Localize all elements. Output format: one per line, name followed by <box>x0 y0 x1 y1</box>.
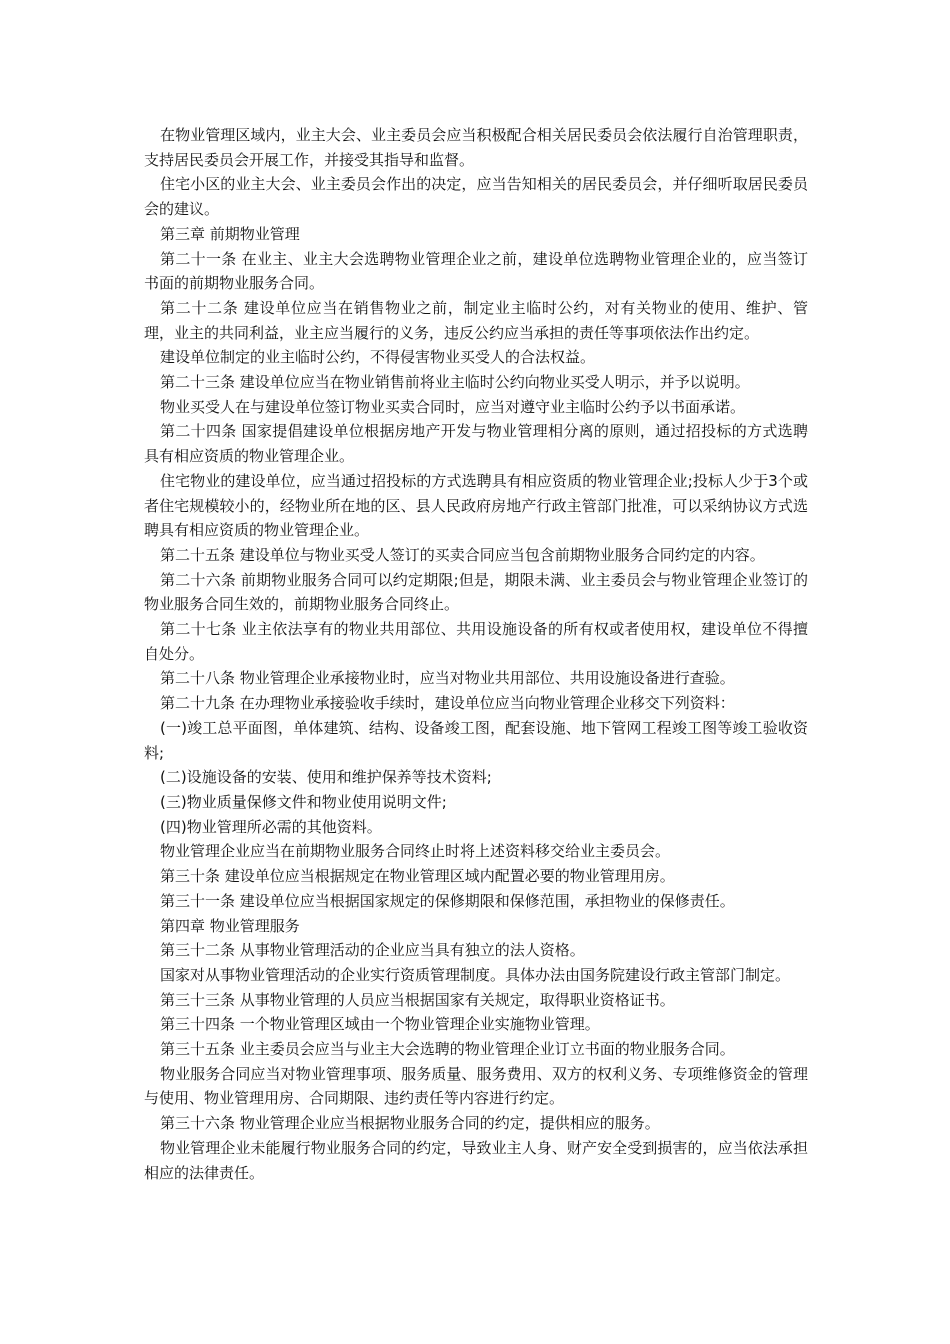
paragraph: 住宅小区的业主大会、业主委员会作出的决定，应当告知相关的居民委员会，并仔细听取居民委员会的建议。 <box>144 175 808 219</box>
chapter-heading: 第四章 物业管理服务 <box>160 916 300 935</box>
article-29: 第二十九条 在办理物业承接验收手续时，建设单位应当向物业管理企业移交下列资料： <box>160 694 735 713</box>
article-21: 第二十一条 在业主、业主大会选聘物业管理企业之前，建设单位选聘物业管理企业的，应当签订书面的前期物业服务合同。 <box>144 249 808 293</box>
document-body <box>144 123 808 1185</box>
article-33: 第三十三条 从事物业管理的人员应当根据国家有关规定，取得职业资格证书。 <box>160 990 675 1009</box>
article-22: 第二十二条 建设单位应当在销售物业之前，制定业主临时公约，对有关物业的使用、维护、管理，业主的共同利益，业主应当履行的义务，违反公约应当承担的责任等事项依法作出约定。 <box>144 298 808 342</box>
paragraph: 物业管理企业应当在前期物业服务合同终止时将上述资料移交给业主委员会。 <box>160 842 671 861</box>
paragraph: 在物业管理区域内，业主大会、业主委员会应当积极配合相关居民委员会依法履行自治管理职责，支持居民委员会开展工作，并接受其指导和监督。 <box>144 126 808 169</box>
article-31: 第三十一条 建设单位应当根据国家规定的保修期限和保修范围，承担物业的保修责任。 <box>160 891 735 910</box>
article-26: 第二十六条 前期物业服务合同可以约定期限;但是，期限未满、业主委员会与物业管理企业签订的物业服务合同生效的，前期物业服务合同终止。 <box>144 570 808 614</box>
paragraph: 国家对从事物业管理活动的企业实行资质管理制度。具体办法由国务院建设行政主管部门制定。 <box>160 965 791 984</box>
article-27: 第二十七条 业主依法享有的物业共用部位、共用设施设备的所有权或者使用权，建设单位不得擅自处分。 <box>144 620 808 663</box>
paragraph: 建设单位制定的业主临时公约，不得侵害物业买受人的合法权益。 <box>160 348 596 367</box>
article-28: 第二十八条 物业管理企业承接物业时，应当对物业共用部位、共用设施设备进行查验。 <box>160 669 735 688</box>
article-36: 第三十六条 物业管理企业应当根据物业服务合同的约定，提供相应的服务。 <box>160 1114 660 1133</box>
article-32: 第三十二条 从事物业管理活动的企业应当具有独立的法人资格。 <box>160 941 585 960</box>
list-item: (四)物业管理所必需的其他资料。 <box>160 817 382 836</box>
list-item: (一)竣工总平面图，单体建筑、结构、设备竣工图，配套设施、地下管网工程竣工图等竣工验收资料; <box>144 718 808 762</box>
chapter-heading: 第三章 前期物业管理 <box>160 224 300 243</box>
list-item: (二)设施设备的安装、使用和维护保养等技术资料; <box>160 768 492 787</box>
article-24: 第二十四条 国家提倡建设单位根据房地产开发与物业管理相分离的原则，通过招投标的方式选聘具有相应资质的物业管理企业。 <box>144 422 808 466</box>
article-30: 第三十条 建设单位应当根据规定在物业管理区域内配置必要的物业管理用房。 <box>160 867 675 886</box>
paragraph: 物业服务合同应当对物业管理事项、服务质量、服务费用、双方的权利义务、专项维修资金的管理与使用、物业管理用房、合同期限、违约责任等内容进行约定。 <box>144 1064 808 1108</box>
paragraph: 住宅物业的建设单位，应当通过招投标的方式选聘具有相应资质的物业管理企业;投标人少于3个或者住宅规模较小的，经物业所在地的区、县人民政府房地产行政主管部门批准，可以采纳协议方式选聘具有相应资质的物业管理企业。 <box>144 471 808 540</box>
article-35: 第三十五条 业主委员会应当与业主大会选聘的物业管理企业订立书面的物业服务合同。 <box>160 1040 735 1059</box>
article-23: 第二十三条 建设单位应当在物业销售前将业主临时公约向物业买受人明示，并予以说明。 <box>160 373 750 392</box>
paragraph: 物业买受人在与建设单位签订物业买卖合同时，应当对遵守业主临时公约予以书面承诺。 <box>160 397 746 416</box>
article-25: 第二十五条 建设单位与物业买受人签订的买卖合同应当包含前期物业服务合同约定的内容。 <box>160 545 765 564</box>
paragraph: 物业管理企业未能履行物业服务合同的约定，导致业主人身、财产安全受到损害的，应当依法承担相应的法律责任。 <box>144 1138 808 1182</box>
list-item: (三)物业质量保修文件和物业使用说明文件; <box>160 792 447 811</box>
article-34: 第三十四条 一个物业管理区域由一个物业管理企业实施物业管理。 <box>160 1015 600 1034</box>
